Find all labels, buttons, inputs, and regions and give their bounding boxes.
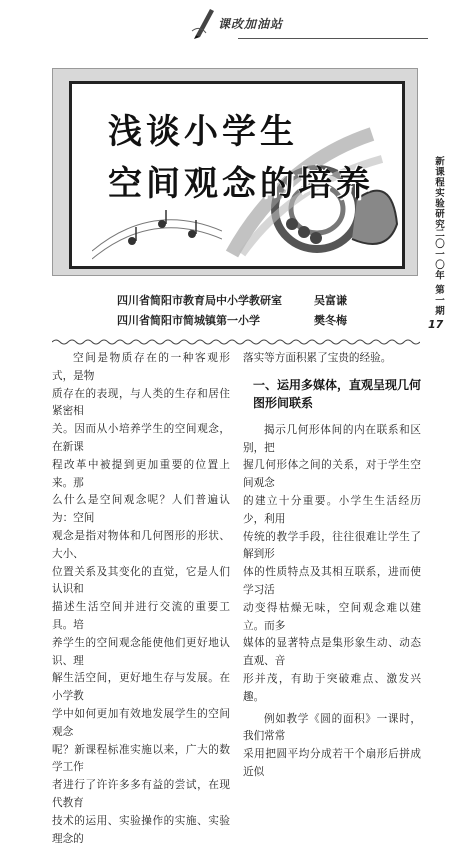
journal-issue: 二〇一〇年 第一期 <box>433 228 444 317</box>
journal-name: 新课程实验研究 <box>433 156 444 230</box>
text-line: 空间是物质存在的一种客观形式，是物 <box>52 352 230 382</box>
section-heading-line1: 一、运用多媒体，直观呈现几何 <box>253 377 422 392</box>
left-column <box>52 350 230 848</box>
author-affiliation-1: 四川省简阳市教育局中小学教研室 <box>117 294 282 307</box>
paragraph <box>243 422 421 707</box>
text-line: 体的性质特点及其相互联系，进而使学习活 <box>243 566 421 596</box>
text-line: 么什么是空间观念呢？人们普遍认为：空间 <box>52 494 230 525</box>
journal-sidebar <box>427 140 453 330</box>
right-column <box>243 350 421 782</box>
text-line: 学中如何更加有效地发展学生的空间观念 <box>52 707 230 738</box>
text-line: 传统的教学手段，往往很难让学生了解到形 <box>243 530 421 561</box>
text-line: 位置关系及其变化的直觉，它是人们认识和 <box>52 565 230 596</box>
author-name-1: 吴富谦 <box>314 294 347 307</box>
text-line: 程改革中被提到更加重要的位置上来。那 <box>52 458 230 489</box>
text-line: 落实等方面积累了宝贵的经验。 <box>243 352 392 364</box>
text-line: 解生活空间，更好地生存与发展。在小学教 <box>52 672 230 703</box>
pen-icon <box>190 5 218 39</box>
text-line: 观念是指对物体和几何图形的形状、大小、 <box>52 529 230 560</box>
text-line: 呢？新课程标准实施以来，广大的数学工作 <box>52 743 230 774</box>
section-heading-line2: 图形间联系 <box>253 395 314 410</box>
section-name: 课改加油站 <box>218 17 284 31</box>
wavy-divider <box>52 338 420 346</box>
author-affiliation-2: 四川省简阳市简城镇第一小学 <box>117 314 260 327</box>
header-rule <box>238 38 428 39</box>
text-line: 形并茂，有助于突破难点、激发兴趣。 <box>243 672 421 703</box>
text-line: 技术的运用、实验操作的实施、实验理念的 <box>52 814 230 845</box>
section-heading <box>243 376 421 412</box>
music-notes-decoration <box>92 199 222 264</box>
article-title-line2: 空间观念的培养 <box>108 164 374 204</box>
paragraph <box>243 711 421 782</box>
text-line: 养学生的空间观念能使他们更好地认识、理 <box>52 636 230 667</box>
text-line: 媒体的显著特点是集形象生动、动态直观、音 <box>243 637 421 668</box>
text-line: 描述生活空间并进行交流的重要工具。培 <box>52 601 230 631</box>
text-line: 的建立十分重要。小学生生活经历少，利用 <box>243 494 421 525</box>
author-name-2: 樊冬梅 <box>314 314 347 327</box>
text-line: 关。因而从小培养学生的空间观念，在新课 <box>52 423 230 453</box>
text-line: 揭示几何形体间的内在联系和区别，把 <box>243 423 421 454</box>
banner-frame <box>69 81 405 269</box>
text-line: 例如教学《圆的面积》一课时，我们常常 <box>243 712 421 743</box>
text-line: 者进行了许许多多有益的尝试，在现代教育 <box>52 779 230 809</box>
text-line: 动变得枯燥无味，空间观念难以建立。而多 <box>243 601 421 632</box>
article-title-line1: 浅谈小学生 <box>108 112 298 152</box>
text-line: 质存在的表现，与人类的生存和居住紧密相 <box>52 387 230 418</box>
title-banner <box>52 68 418 276</box>
text-line: 握几何形体之间的关系，对于学生空间观念 <box>243 459 421 490</box>
page-number: 17 <box>428 318 444 331</box>
text-line: 采用把圆平均分成若干个扇形后拼成近似 <box>243 748 421 778</box>
